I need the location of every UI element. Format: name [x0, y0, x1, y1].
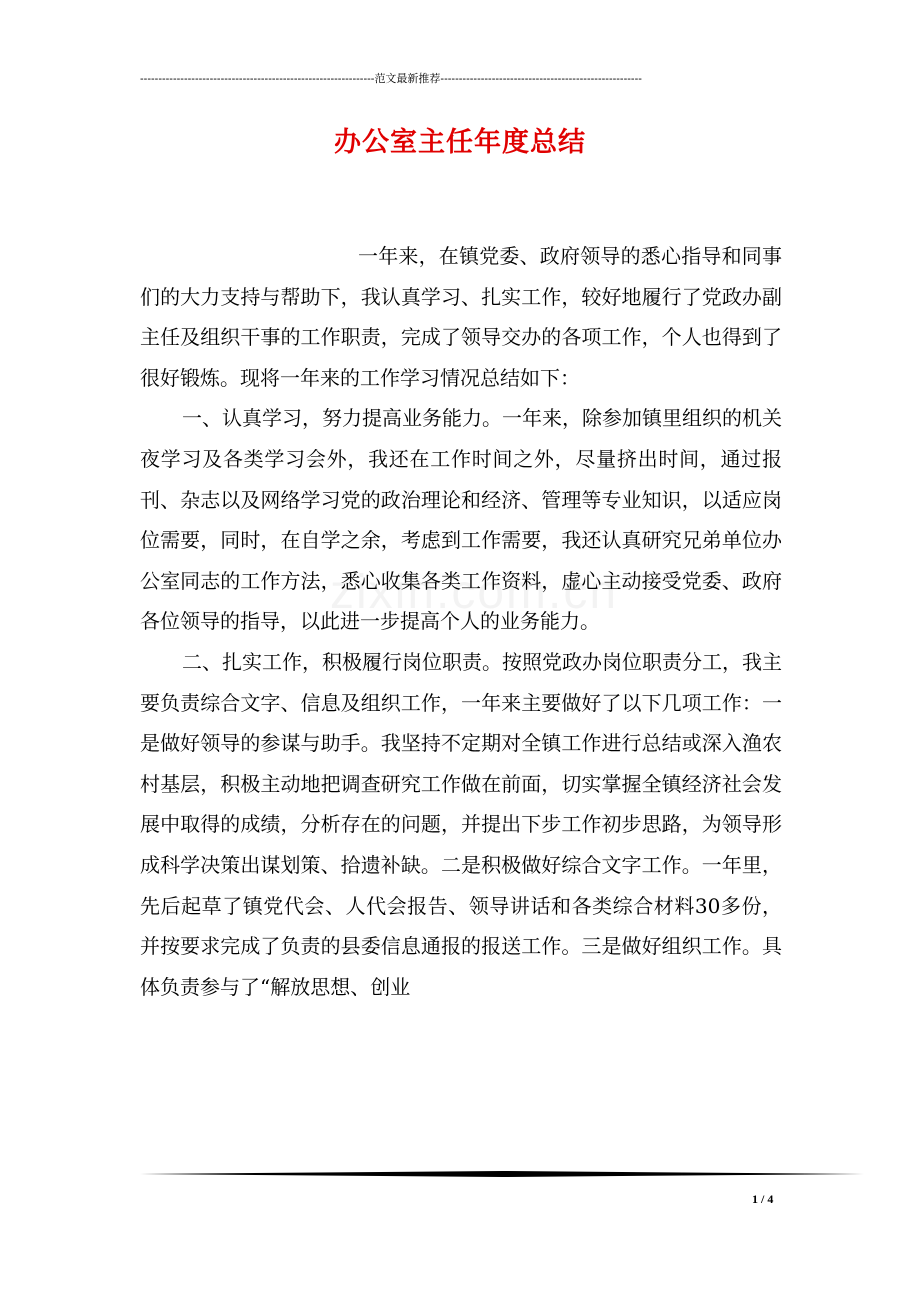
- paragraph-study: 一、认真学习，努力提高业务能力。一年来，除参加镇里组织的机关夜学习及各类学习会外，我还在工作时间之外，尽量挤出时间，通过报刊、杂志以及网络学习党的政治理论和经济、管理等专业知识，以适应岗位需要，同时，在自学之余，考虑到工作需要，我还认真研究兄弟单位办公室同志的工作方法，悉心收集各类工作资料，虚心主动接受党委、政府各位领导的指导，以此进一步提高个人的业务能力。: [140, 406, 782, 634]
- paragraph-work: 二、扎实工作，积极履行岗位职责。按照党政办岗位职责分工，我主要负责综合文字、信息及组织工作，一年来主要做好了以下几项工作：一是做好领导的参谋与助手。我坚持不定期对全镇工作进行总结或深入渔农村基层，积极主动地把调查研究工作做在前面，切实掌握全镇经济社会发展中取得的成绩，分析存在的问题，并提出下步工作初步思路，为领导形成科学决策出谋划策、拾遗补缺。二是积极做好综合文字工作。一年里，先后起草了镇党代会、人代会报告、领导讲话和各类综合材料30多份，并按要求完成了负责的县委信息通报的报送工作。三是做好组织工作。具体负责参与了“解放思想、创业: [140, 649, 782, 999]
- document-title: 办公室主任年度总结: [334, 127, 586, 158]
- footer-rule: [140, 1169, 864, 1179]
- header-banner: ----------------------------------------------------------------范文最新推荐-------------------------------------------------------: [140, 73, 642, 85]
- page-number: 1 / 4: [752, 1192, 774, 1206]
- paragraph-intro: 一年来，在镇党委、政府领导的悉心指导和同事们的大力支持与帮助下，我认真学习、扎实工作，较好地履行了党政办副主任及组织干事的工作职责，完成了领导交办的各项工作，个人也得到了很好锻炼。现将一年来的工作学习情况总结如下：: [140, 244, 782, 390]
- document-body: [140, 236, 782, 1007]
